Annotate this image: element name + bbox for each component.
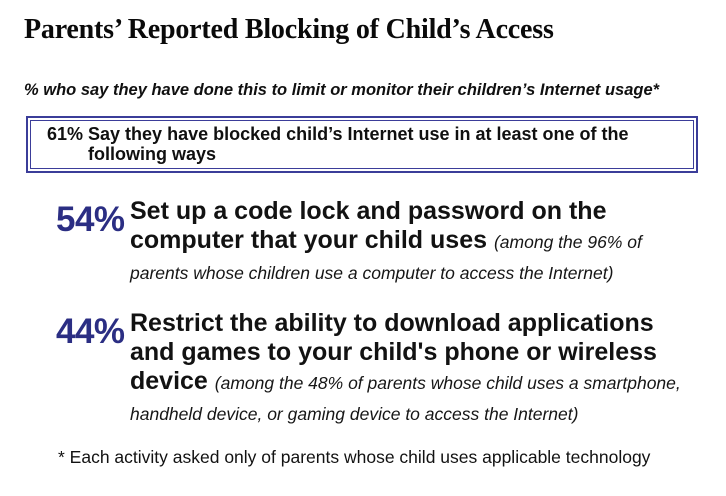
summary-line-1: 61% Say they have blocked child’s Internet use in at least one of the	[47, 124, 629, 144]
summary-box-inner	[30, 120, 694, 169]
stat-note-line: (among the 96% of	[493, 232, 642, 252]
stat-note-line: handheld device, or gaming device to access the Internet)	[130, 404, 579, 424]
stat-statement-line: Set up a code lock and password on the	[130, 197, 607, 225]
footnote: * Each activity asked only of parents whose child uses applicable technology	[58, 447, 651, 467]
stat-statement-line: computer that your child uses	[130, 226, 488, 254]
summary-line-2: following ways	[88, 144, 217, 164]
stat-percent-download-restrict: 44%	[56, 312, 125, 351]
page-subtitle: % who say they have done this to limit or monitor their children’s Internet usage*	[24, 81, 660, 99]
stat-statement-line: Restrict the ability to download applications	[130, 309, 654, 337]
stat-note-line: (among the 48% of parents whose child uses a smartphone,	[214, 373, 681, 393]
page-title: Parents’ Reported Blocking of Child’s Access	[24, 14, 554, 45]
stat-note-line: parents whose children use a computer to access the Internet)	[130, 263, 614, 283]
stat-statement-line: and games to your child's phone or wireless	[130, 338, 657, 366]
summary-box	[26, 116, 698, 173]
stat-text-download-restrict	[130, 309, 710, 429]
stat-statement-line: device	[130, 367, 208, 395]
stat-percent-code-lock: 54%	[56, 200, 125, 239]
stat-text-code-lock	[130, 197, 710, 288]
